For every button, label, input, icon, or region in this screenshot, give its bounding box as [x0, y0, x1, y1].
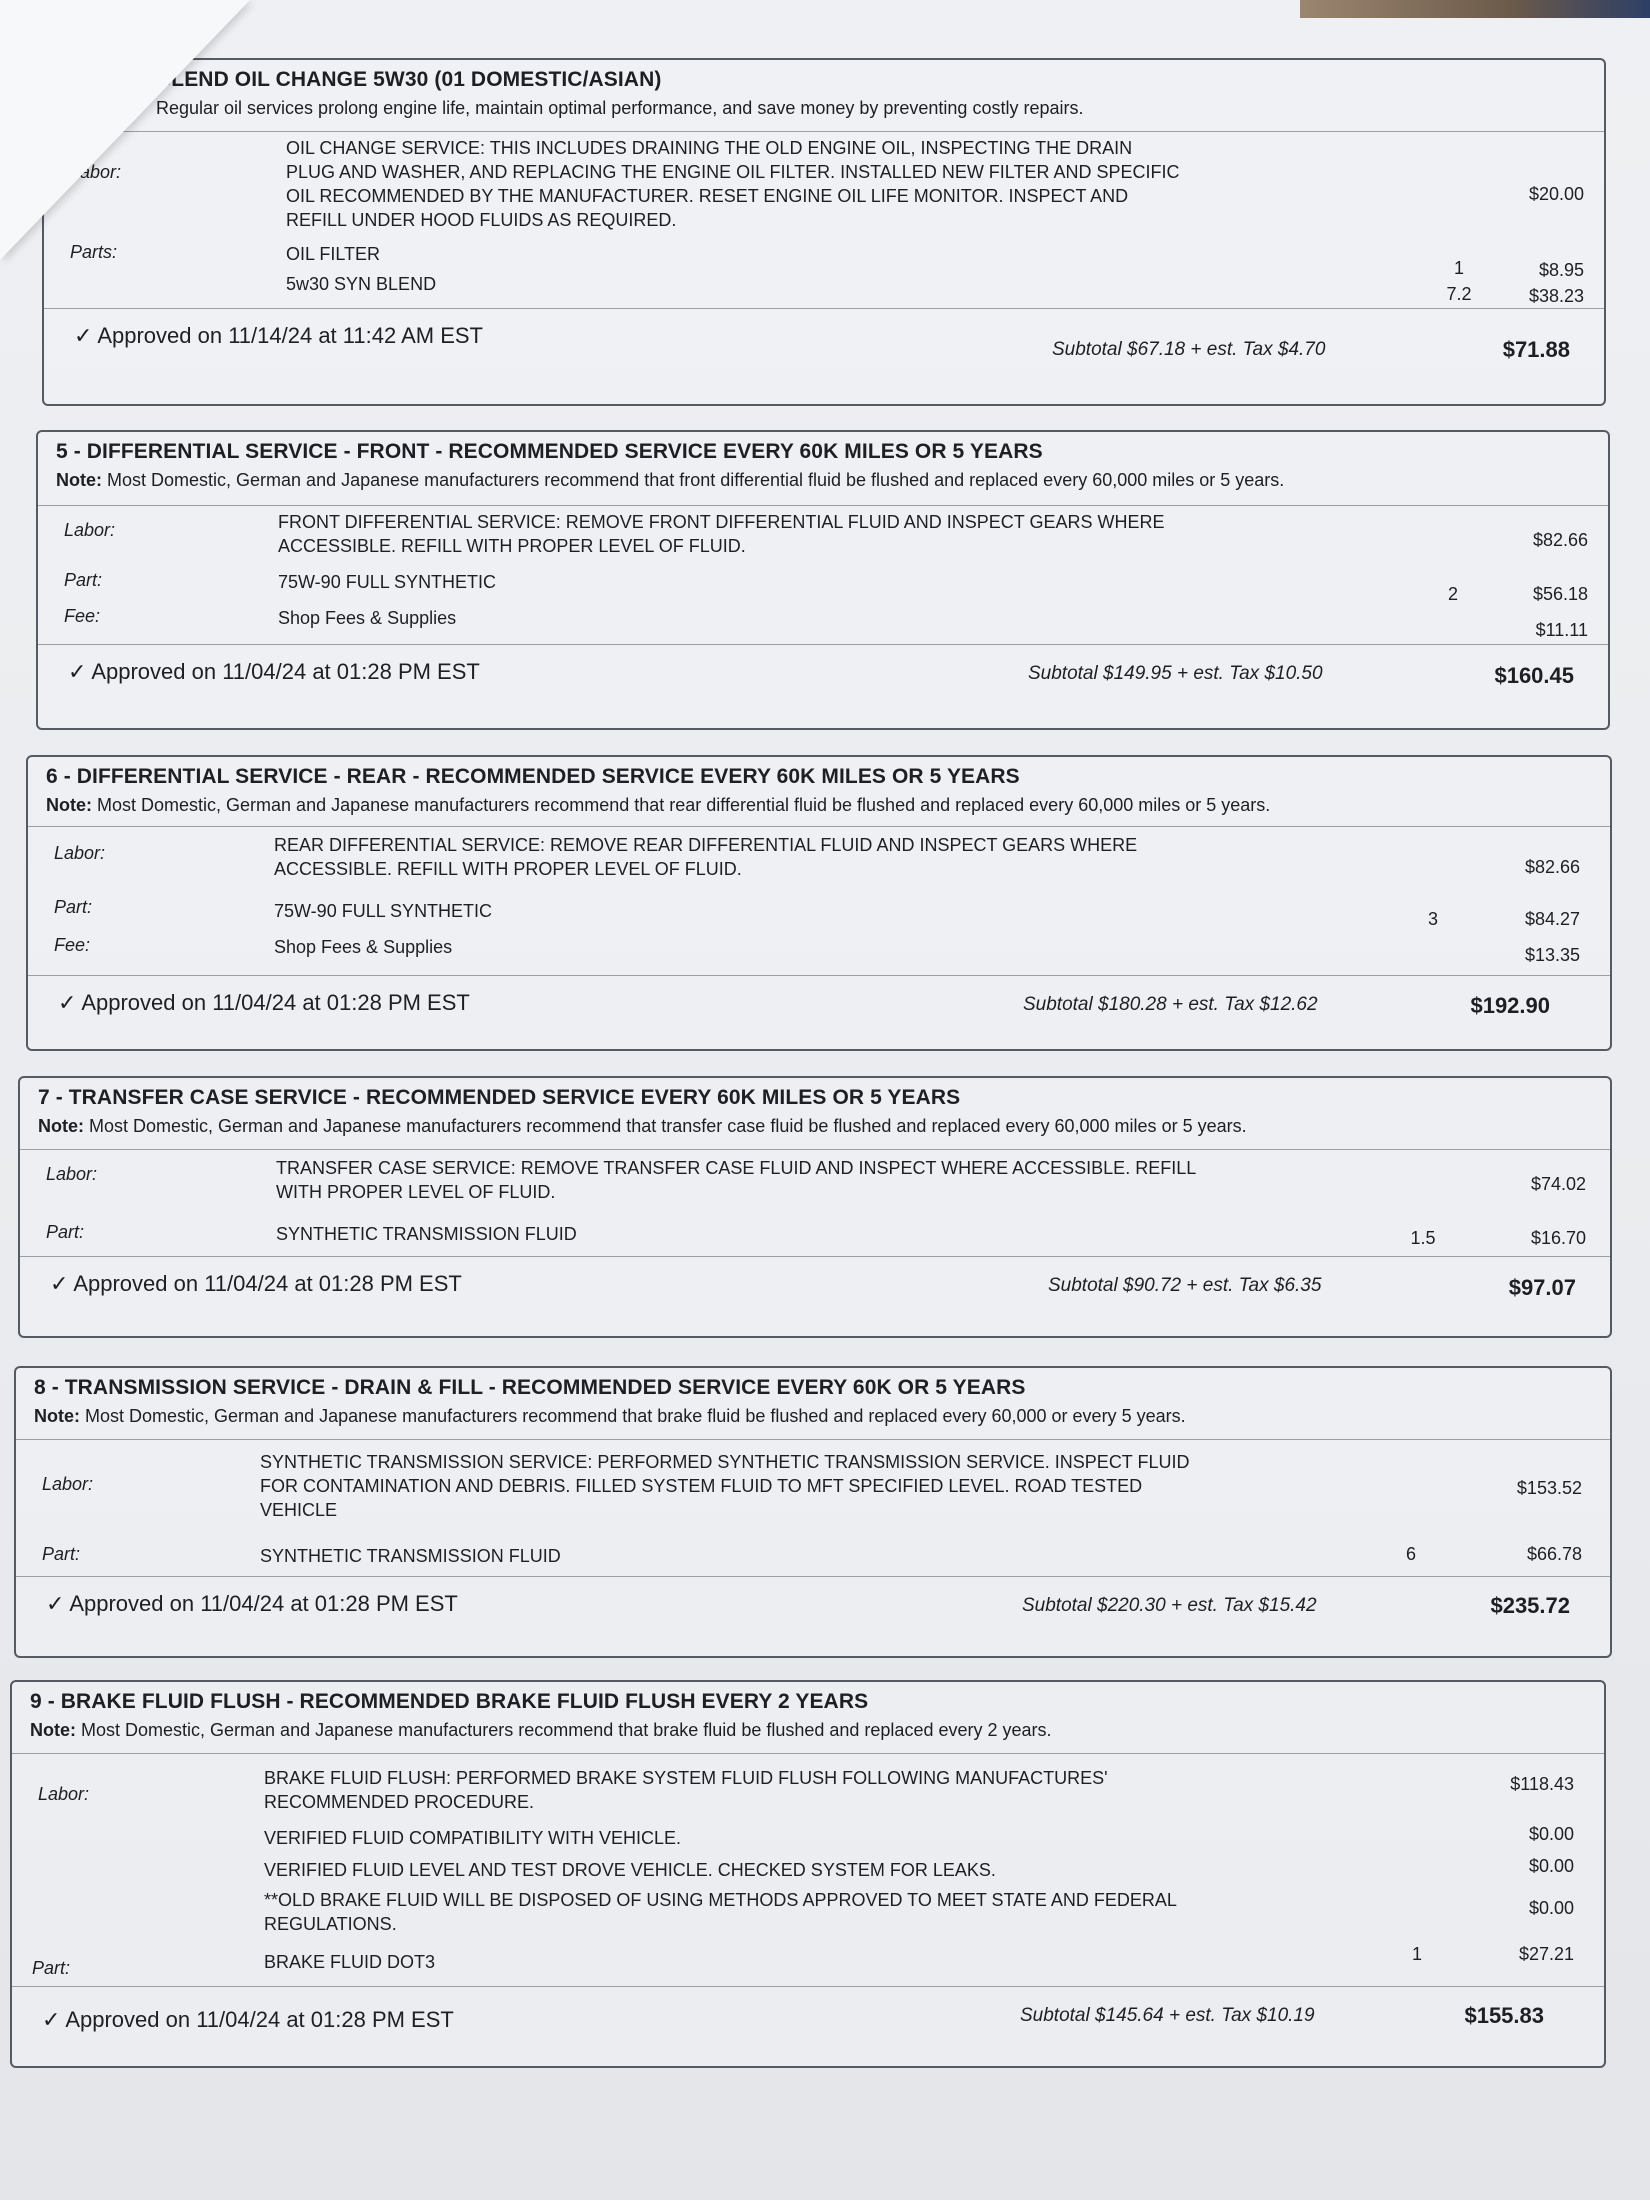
section-note: Regular oil services prolong engine life, maintain optimal performance, and save money by preventing costly repairs.: [156, 98, 1084, 118]
item-amount: $118.43: [1510, 1774, 1574, 1794]
section-footer: [38, 644, 1608, 703]
section-total: $235.72: [1490, 1593, 1570, 1618]
section-total: $160.45: [1494, 663, 1574, 688]
section-title: 6 - DIFFERENTIAL SERVICE - REAR - RECOMMENDED SERVICE EVERY 60K MILES OR 5 YEARS: [46, 765, 1020, 788]
line-items: [38, 505, 1608, 644]
item-amount: $11.11: [1535, 620, 1588, 640]
item-label: Labor:: [54, 843, 106, 863]
line-item: [28, 827, 1610, 883]
approved-status: ✓ Approved on 11/04/24 at 01:28 PM EST: [68, 659, 480, 684]
item-amount: $56.18: [1532, 584, 1588, 604]
item-amount: $0.00: [1528, 1898, 1574, 1918]
folded-corner: [0, 0, 250, 260]
item-description: VERIFIED FLUID LEVEL AND TEST DROVE VEHICLE. CHECKED SYSTEM FOR LEAKS.: [264, 1860, 996, 1880]
item-amount: $13.35: [1524, 945, 1580, 965]
line-item: [16, 1538, 1610, 1574]
background-strip: [1300, 0, 1650, 18]
item-amount: $8.95: [1538, 260, 1584, 280]
section-title: BLEND OIL CHANGE 5W30 (01 DOMESTIC/ASIAN): [156, 68, 662, 91]
item-label: Part:: [42, 1544, 81, 1564]
line-item: [38, 506, 1608, 562]
item-amount: $27.21: [1518, 1944, 1574, 1964]
item-description: 5w30 SYN BLEND: [286, 274, 437, 294]
item-amount: $0.00: [1528, 1824, 1574, 1844]
approved-status: ✓ Approved on 11/04/24 at 01:28 PM EST: [42, 2007, 454, 2032]
item-label: Parts:: [70, 242, 118, 262]
item-description: VERIFIED FLUID COMPATIBILITY WITH VEHICLE.: [264, 1828, 682, 1848]
approved-status: ✓ Approved on 11/04/24 at 01:28 PM EST: [50, 1271, 462, 1296]
line-item: [16, 1440, 1610, 1530]
line-item: [20, 1150, 1610, 1210]
section-footer: [44, 308, 1604, 379]
service-section-transfer-case: [18, 1076, 1612, 1338]
subtotal-text: Subtotal $149.95 + est. Tax $10.50: [1028, 663, 1323, 684]
line-items: [44, 131, 1604, 308]
item-description: REAR DIFFERENTIAL SERVICE: REMOVE REAR DIFFERENTIAL FLUID AND INSPECT GEARS WHERE ACCESSIBLE. REFILL WITH PROPER LEVEL OF FLUID.: [274, 835, 1138, 879]
subtotal-text: Subtotal $90.72 + est. Tax $6.35: [1048, 1275, 1322, 1296]
item-quantity: 1: [1411, 1944, 1422, 1964]
item-label: Part:: [64, 570, 103, 590]
item-description: **OLD BRAKE FLUID WILL BE DISPOSED OF USING METHODS APPROVED TO MEET STATE AND FEDERAL REGULATIONS.: [264, 1890, 1177, 1934]
item-quantity: 6: [1405, 1544, 1416, 1564]
item-quantity: 1.5: [1410, 1228, 1436, 1248]
section-note: Note: Most Domestic, German and Japanese manufacturers recommend that brake fluid be flushed and replaced every 2 years.: [30, 1720, 1052, 1740]
item-description: FRONT DIFFERENTIAL SERVICE: REMOVE FRONT DIFFERENTIAL FLUID AND INSPECT GEARS WHERE ACCESSIBLE. REFILL WITH PROPER LEVEL OF FLUID.: [278, 512, 1165, 556]
section-total: $97.07: [1508, 1275, 1576, 1300]
section-title: 5 - DIFFERENTIAL SERVICE - FRONT - RECOMMENDED SERVICE EVERY 60K MILES OR 5 YEARS: [56, 440, 1043, 463]
item-description: Shop Fees & Supplies: [274, 937, 453, 957]
item-label: Part:: [46, 1222, 85, 1242]
line-item: [44, 238, 1604, 280]
section-title: 8 - TRANSMISSION SERVICE - DRAIN & FILL - RECOMMENDED SERVICE EVERY 60K OR 5 YEARS: [34, 1376, 1026, 1399]
item-quantity: 3: [1427, 909, 1438, 929]
line-item: [44, 268, 1604, 306]
section-note: Note: Most Domestic, German and Japanese manufacturers recommend that rear differential fluid be flushed and replaced every 60,000 miles or 5 years.: [46, 795, 1271, 815]
item-quantity: 2: [1447, 584, 1458, 604]
line-item: [12, 1854, 1604, 1884]
item-label: Labor:: [38, 1784, 90, 1804]
subtotal-text: Subtotal $67.18 + est. Tax $4.70: [1052, 339, 1326, 360]
item-amount: $38.23: [1528, 286, 1584, 306]
item-description: Shop Fees & Supplies: [278, 608, 457, 628]
line-item: [20, 1216, 1610, 1252]
service-section-oil-change: [42, 58, 1606, 406]
item-amount: $16.70: [1530, 1228, 1586, 1248]
item-description: SYNTHETIC TRANSMISSION SERVICE: PERFORMED SYNTHETIC TRANSMISSION SERVICE. INSPECT FLUID FOR CONTAMINATION AND DEBRIS. FILLED SYSTEM FLUID TO MFT SPECIFIED LEVEL. ROAD TESTED VEHICLE: [260, 1452, 1190, 1520]
item-description: 75W-90 FULL SYNTHETIC: [278, 572, 497, 592]
line-item: [38, 564, 1608, 604]
item-amount: $0.00: [1528, 1856, 1574, 1876]
item-description: BRAKE FLUID FLUSH: PERFORMED BRAKE SYSTEM FLUID FLUSH FOLLOWING MANUFACTURES' RECOMMENDED PROCEDURE.: [264, 1768, 1108, 1812]
section-note: Note: Most Domestic, German and Japanese manufacturers recommend that brake fluid be flushed and replaced every 60,000 or every 5 years.: [34, 1406, 1186, 1426]
section-footer: [20, 1256, 1610, 1315]
section-title: 7 - TRANSFER CASE SERVICE - RECOMMENDED SERVICE EVERY 60K MILES OR 5 YEARS: [38, 1086, 961, 1109]
item-description: TRANSFER CASE SERVICE: REMOVE TRANSFER CASE FLUID AND INSPECT WHERE ACCESSIBLE. REFILL WITH PROPER LEVEL OF FLUID.: [276, 1158, 1196, 1202]
service-section-brake-fluid: [10, 1680, 1606, 2068]
line-item: [44, 132, 1604, 242]
item-amount: $84.27: [1524, 909, 1580, 929]
item-quantity: 7.2: [1446, 284, 1472, 304]
line-item: [38, 602, 1608, 638]
line-item: [12, 1754, 1604, 1812]
subtotal-text: Subtotal $145.64 + est. Tax $10.19: [1020, 2005, 1315, 2026]
item-amount: $66.78: [1526, 1544, 1582, 1564]
line-item: [12, 1822, 1604, 1852]
item-label: Part:: [32, 1958, 71, 1978]
section-title: 9 - BRAKE FLUID FLUSH - RECOMMENDED BRAKE FLUID FLUSH EVERY 2 YEARS: [30, 1690, 869, 1713]
item-label: Labor:: [70, 162, 122, 182]
item-amount: $82.66: [1532, 530, 1588, 550]
line-items: [20, 1149, 1610, 1256]
subtotal-text: Subtotal $220.30 + est. Tax $15.42: [1022, 1595, 1317, 1616]
approved-status: ✓ Approved on 11/04/24 at 01:28 PM EST: [58, 990, 470, 1015]
section-footer: [12, 1986, 1604, 2057]
item-amount: $74.02: [1530, 1174, 1586, 1194]
line-items: [12, 1753, 1604, 1986]
item-label: Fee:: [54, 935, 91, 955]
line-item: [28, 893, 1610, 929]
section-note: Note: Most Domestic, German and Japanese manufacturers recommend that transfer case fluid be flushed and replaced every 60,000 miles or 5 years.: [38, 1116, 1247, 1136]
approved-status: ✓ Approved on 11/14/24 at 11:42 AM EST: [74, 323, 483, 348]
line-items: [16, 1439, 1610, 1576]
service-section-transmission: [14, 1366, 1612, 1658]
section-footer: [28, 975, 1610, 1036]
section-footer: [16, 1576, 1610, 1635]
item-label: Part:: [54, 897, 93, 917]
line-item: [12, 1944, 1604, 1984]
item-amount: $153.52: [1516, 1478, 1582, 1498]
section-note: Note: Most Domestic, German and Japanese manufacturers recommend that front differential fluid be flushed and replaced every 60,000 miles or 5 years.: [56, 470, 1285, 490]
item-quantity: 1: [1453, 258, 1464, 278]
line-item: [28, 931, 1610, 967]
section-total: $71.88: [1502, 337, 1570, 362]
item-description: OIL CHANGE SERVICE: THIS INCLUDES DRAINING THE OLD ENGINE OIL, INSPECTING THE DRAIN PLUG AND WASHER, AND REPLACING THE ENGINE OIL FILTER. INSTALLED NEW FILTER AND SPECIFIC OIL RECOMMENDED BY THE MANUFACTURER. RESET ENGINE OIL LIFE MONITOR. INSPECT AND REFILL UNDER HOOD FLUIDS AS REQUIRED.: [286, 138, 1180, 230]
item-label: Labor:: [64, 520, 116, 540]
item-amount: $82.66: [1524, 857, 1580, 877]
item-label: Labor:: [42, 1474, 94, 1494]
section-total: $155.83: [1464, 2003, 1544, 2028]
item-description: BRAKE FLUID DOT3: [264, 1952, 436, 1972]
item-description: OIL FILTER: [286, 244, 381, 264]
item-description: SYNTHETIC TRANSMISSION FLUID: [276, 1224, 577, 1244]
item-amount: $20.00: [1528, 184, 1584, 204]
service-section-front-differential: [36, 430, 1610, 730]
section-total: $192.90: [1470, 993, 1550, 1018]
item-description: 75W-90 FULL SYNTHETIC: [274, 901, 493, 921]
item-label: Fee:: [64, 606, 101, 626]
service-section-rear-differential: [26, 755, 1612, 1051]
line-items: [28, 826, 1610, 975]
line-item: [12, 1884, 1604, 1942]
subtotal-text: Subtotal $180.28 + est. Tax $12.62: [1023, 994, 1318, 1015]
item-description: SYNTHETIC TRANSMISSION FLUID: [260, 1546, 561, 1566]
item-label: Labor:: [46, 1164, 98, 1184]
approved-status: ✓ Approved on 11/04/24 at 01:28 PM EST: [46, 1591, 458, 1616]
